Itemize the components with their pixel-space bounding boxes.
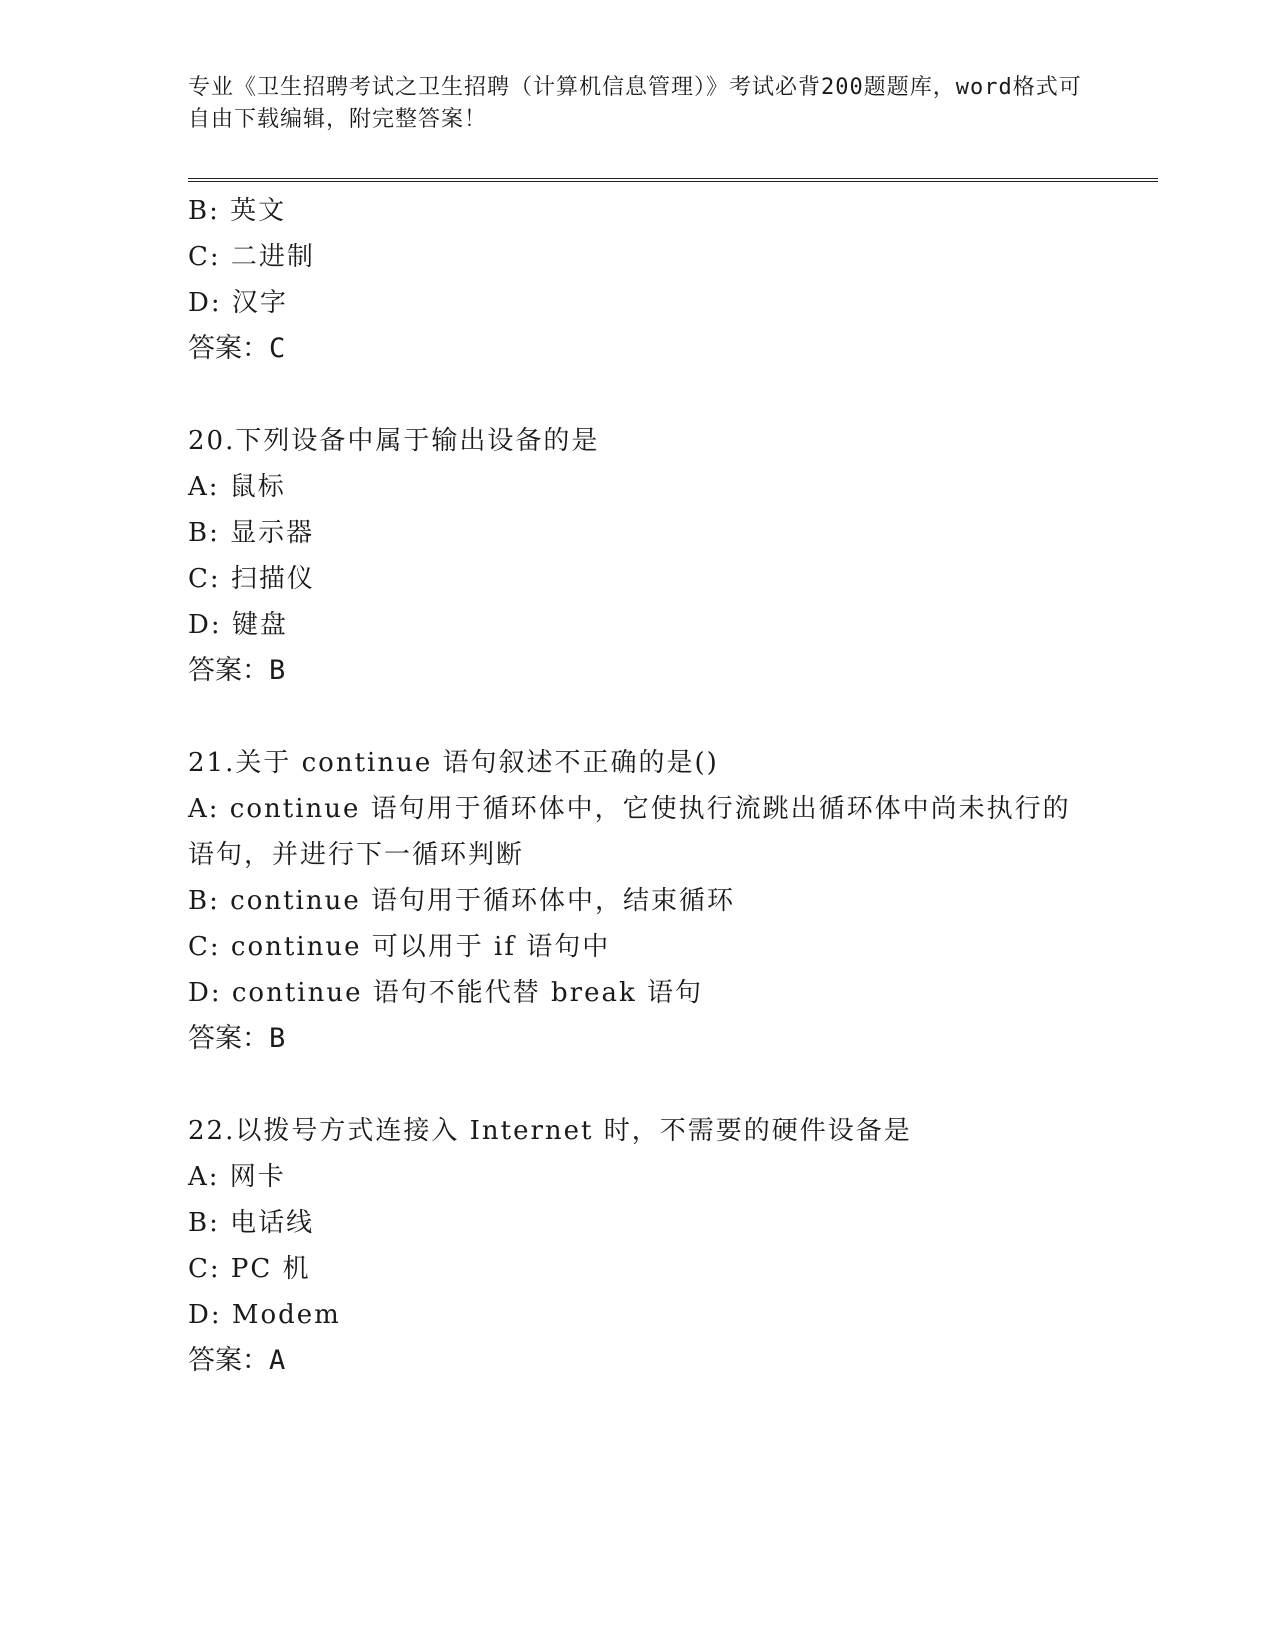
option-c: C: continue 可以用于 if 语句中 (188, 932, 611, 962)
option-d: D: continue 语句不能代替 break 语句 (188, 978, 703, 1008)
option-d: D: 键盘 (188, 610, 288, 640)
answer-line: 答案：B (188, 1023, 286, 1054)
answer-line: 答案：B (188, 655, 286, 686)
option-d: D: 汉字 (188, 288, 288, 318)
question-title: 20.下列设备中属于输出设备的是 (188, 426, 600, 456)
option-b: B: 电话线 (188, 1208, 315, 1238)
option-a: A: continue 语句用于循环体中，它使执行流跳出循环体中尚未执行的语句，并进行下一循环判断 (188, 794, 1071, 870)
option-c: C: 二进制 (188, 242, 315, 272)
question-20 (188, 418, 1148, 694)
option-a: A: 网卡 (188, 1162, 286, 1192)
header-divider (188, 178, 1158, 182)
question-21 (188, 740, 1148, 1062)
option-b: B: 显示器 (188, 518, 315, 548)
answer-line: 答案：C (188, 333, 286, 364)
option-c: C: 扫描仪 (188, 564, 315, 594)
question-19-continued (188, 188, 1148, 372)
question-22 (188, 1108, 1148, 1384)
answer-line: 答案：A (188, 1345, 286, 1376)
option-a: A: 鼠标 (188, 472, 286, 502)
document-header: 专业《卫生招聘考试之卫生招聘（计算机信息管理）》考试必背200题题库，word格式可自由下载编辑，附完整答案！ (188, 75, 1082, 132)
option-d: D: Modem (188, 1300, 341, 1330)
question-title: 22.以拨号方式连接入 Internet 时，不需要的硬件设备是 (188, 1116, 912, 1146)
question-title: 21.关于 continue 语句叙述不正确的是() (188, 748, 719, 778)
option-b: B: continue 语句用于循环体中，结束循环 (188, 886, 735, 916)
option-c: C: PC 机 (188, 1254, 311, 1284)
option-b: B: 英文 (188, 196, 287, 226)
question-list (188, 188, 1148, 1384)
